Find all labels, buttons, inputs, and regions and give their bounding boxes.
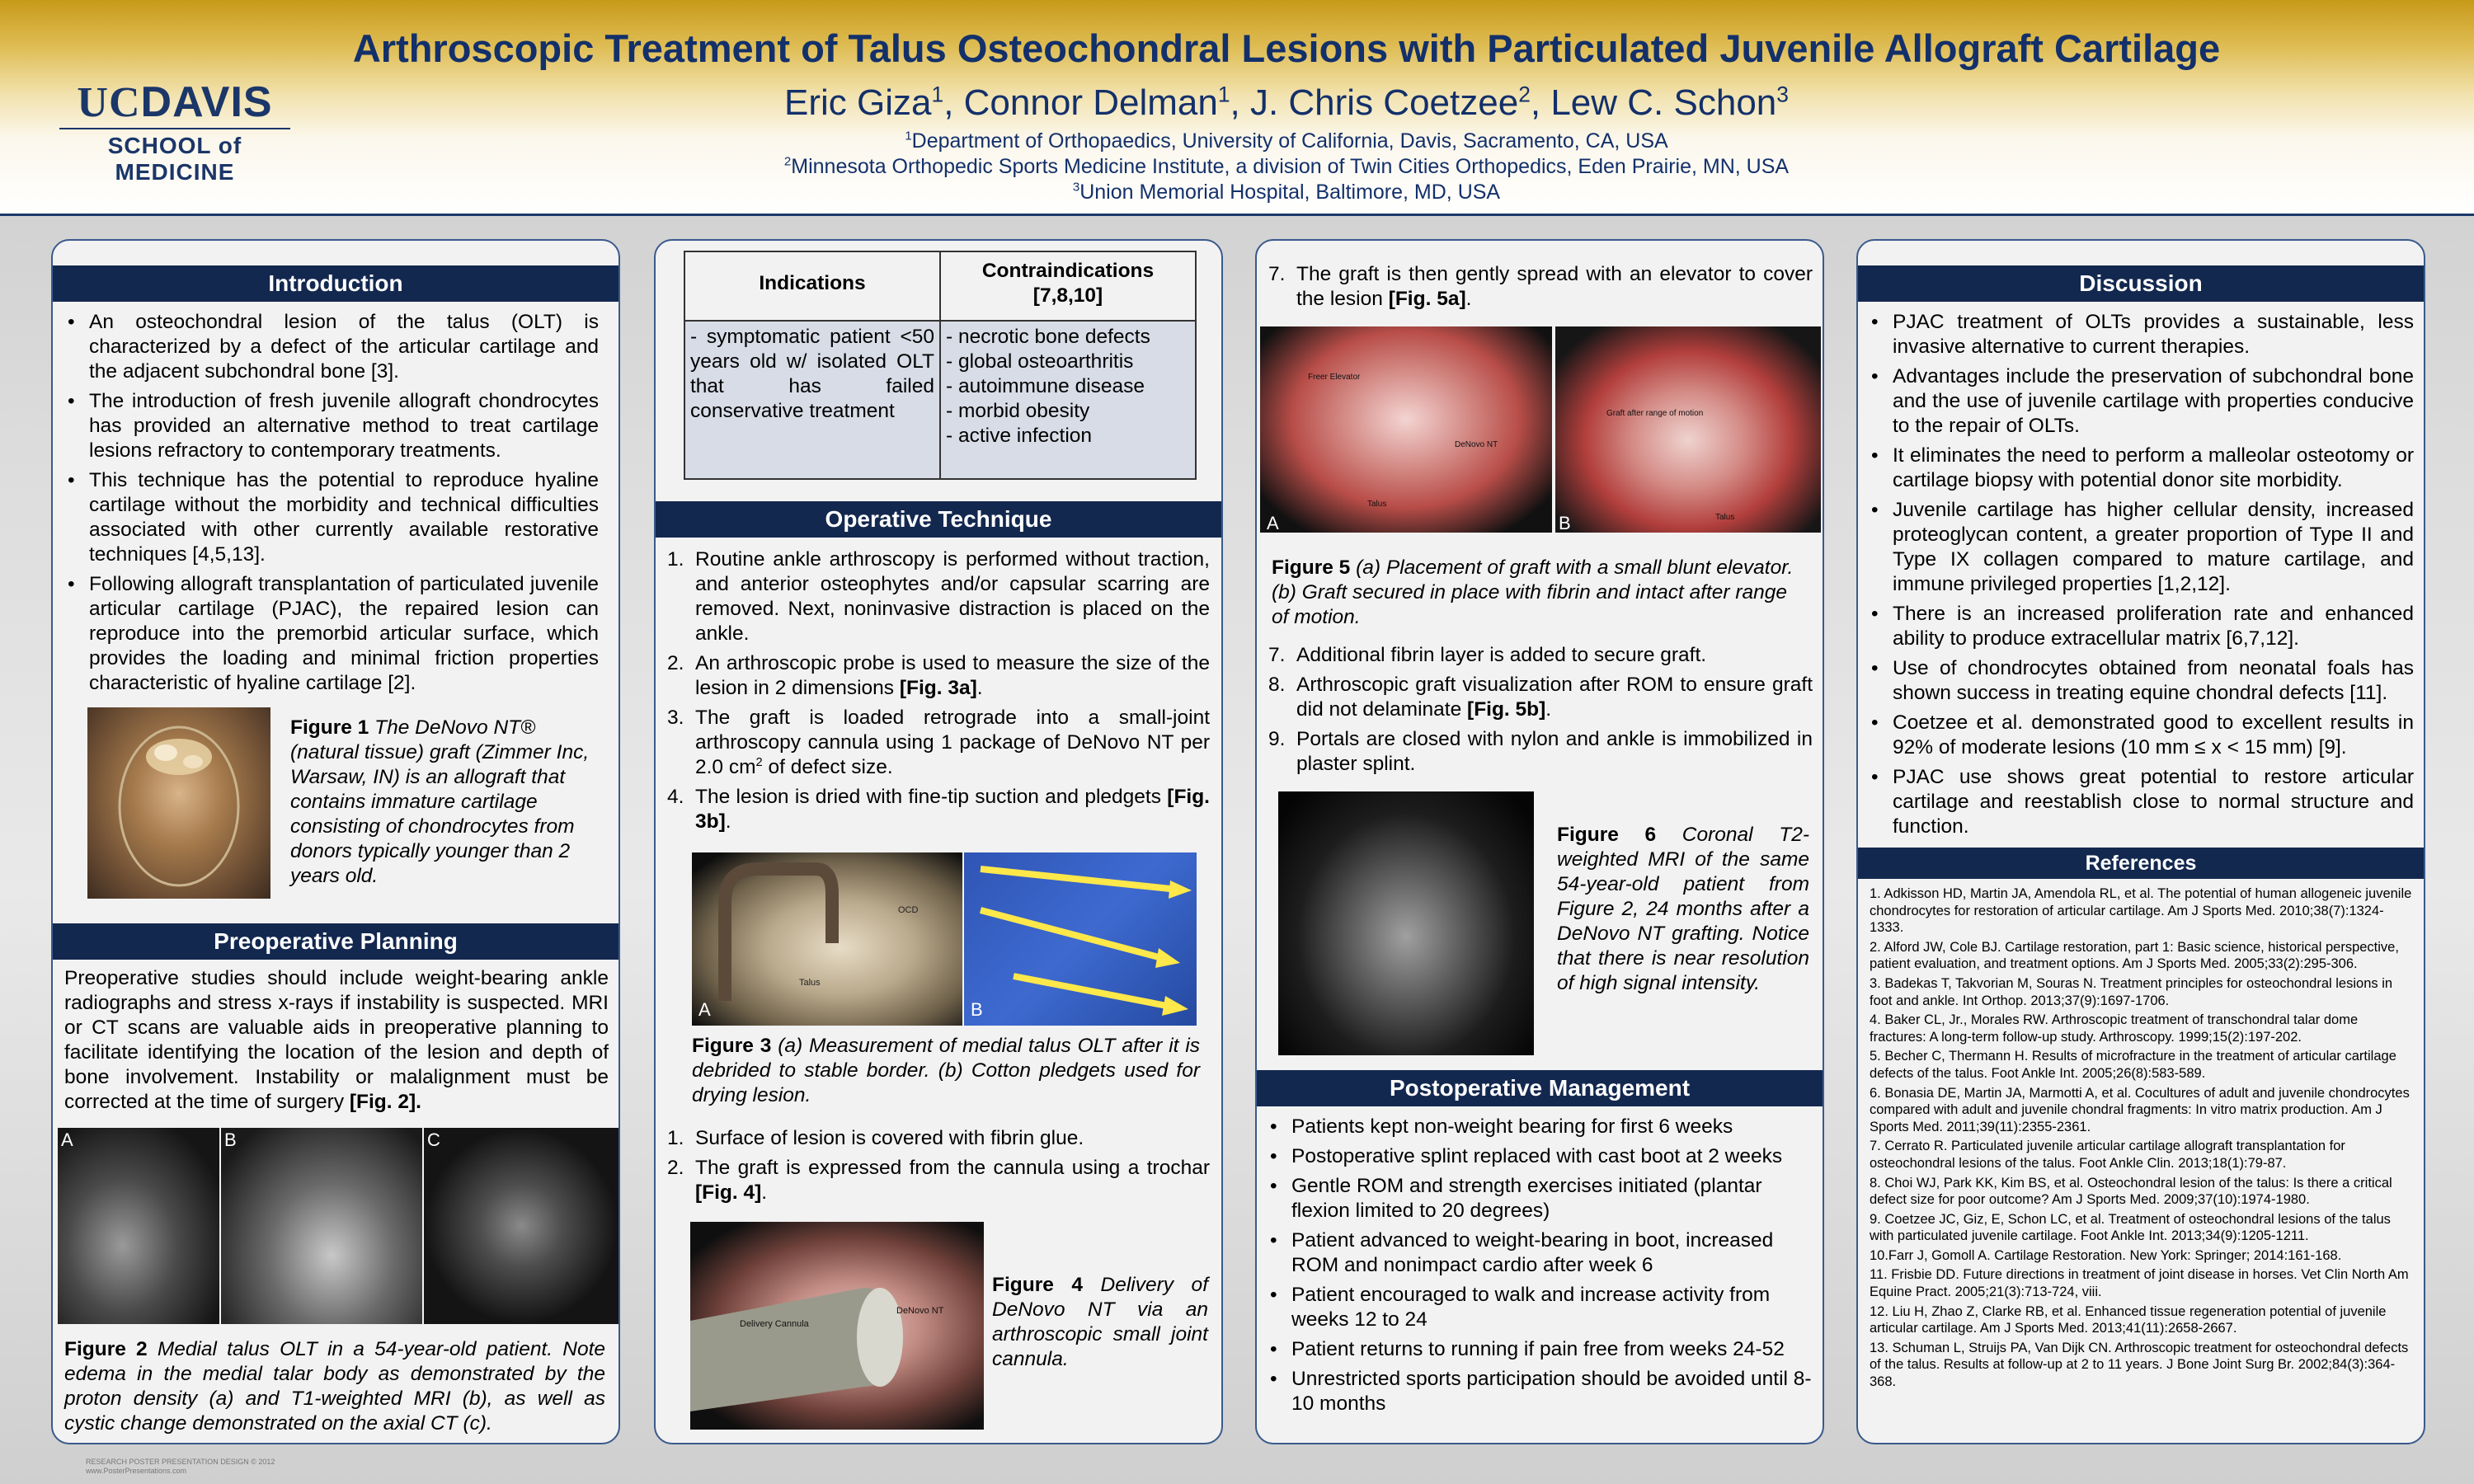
figure-5-graft-label: Graft after range of motion (1606, 409, 1704, 418)
affiliation-line (313, 180, 2260, 205)
column-3-step-list (1265, 643, 1813, 777)
figure-1-caption (290, 716, 597, 889)
author-name: Connor Delman (963, 82, 1218, 123)
figure-3a-image (692, 852, 962, 1026)
reference-item: 5. Becher C, Thermann H. Results of microfracture in the treatment of articular cartilage defects of the talus. Foot Ankle Int. 2005;26(8):583-589. (1870, 1049, 2396, 1081)
postop-body (1265, 1115, 1813, 1421)
step-number: 2. (667, 652, 684, 674)
bullet-item: • This technique has the potential to reproduce hyaline cartilage without the morbidity and technical difficulties associated with other currently available restorative techniques [4,5,13]. (63, 468, 599, 567)
contraindication-item: - necrotic bone defects (946, 326, 1150, 348)
introduction-bullets (63, 310, 599, 696)
figure-3-ocd-label: OCD (898, 905, 919, 915)
logo-school: SCHOOL of MEDICINE (107, 133, 242, 185)
figure-1-image (87, 707, 270, 899)
affiliation-text: Minnesota Orthopedic Sports Medicine Institute, a division of Twin Cities Orthopedics, Eden Prairie, MN, USA (791, 155, 1790, 178)
reference-item: 3. Badekas T, Takvorian M, Souras N. Treatment principles for osteochondral lesions in foot and ankle. Int Orthop. 2013;37(9):1697-1706. (1870, 975, 2393, 1008)
figure-2-caption (64, 1337, 605, 1436)
figure-3-caption (692, 1034, 1200, 1108)
step-number: 1. (667, 1127, 684, 1149)
reference-item: 2. Alford JW, Cole BJ. Cartilage restoration, part 1: Basic science, historical perspective, patient evaluation, and treatment options. Am J Sports Med. 2005;33(2):295-306. (1870, 939, 2399, 972)
figure-2-label: Figure 2 (64, 1338, 148, 1360)
operative-step-list (664, 547, 1210, 834)
step-end: . (761, 1181, 768, 1204)
figure-6-label: Figure 6 (1557, 824, 1657, 846)
figure-5-label: Figure 5 (1272, 556, 1351, 579)
postop-bullets (1265, 1115, 1813, 1416)
affiliation-mark: 3 (1072, 180, 1080, 195)
references-header: References (1858, 848, 2424, 879)
bullet-item: • Postoperative splint replaced with cast boot at 2 weeks (1265, 1144, 1813, 1169)
reference-item: 13. Schuman L, Struijs PA, Van Dijk CN. Arthroscopic treatment for osteochondral defects of the talus. Results at follow-up at 2 to 11 years. J Bone Joint Surg Br. 2002;84(3):364-368. (1870, 1340, 2409, 1390)
introduction-header: Introduction (53, 265, 618, 302)
step-item (664, 547, 1210, 646)
author-name: J. Chris Coetzee (1249, 82, 1519, 123)
step-item (1265, 643, 1813, 668)
preop-header: Preoperative Planning (53, 923, 618, 960)
affiliation-mark: 1 (905, 129, 912, 143)
step-7-list (1265, 262, 1813, 312)
indications-header: Indications (684, 251, 940, 321)
indications-table (684, 251, 1197, 480)
step-item (1265, 673, 1813, 722)
step-end: . (1545, 698, 1552, 721)
step-text: Routine ankle arthroscopy is performed without traction, and anterior osteophytes and/or capsular scarring are removed. Next, noninvasive distraction is placed on the ankle. (695, 548, 1210, 645)
bullet-item: • Use of chondrocytes obtained from neonatal foals has shown success in treating equine chondral defects [11]. (1866, 656, 2414, 706)
author-affiliation-mark: 1 (1217, 82, 1230, 107)
figure-3-talus-label: Talus (799, 978, 821, 988)
figure-6-image (1278, 791, 1534, 1055)
step-number: 7. (1268, 263, 1286, 285)
affiliation-text: Union Memorial Hospital, Baltimore, MD, USA (1079, 181, 1501, 204)
figure-2-panel-c: C (427, 1129, 440, 1150)
figure-1-label: Figure 1 (290, 716, 369, 739)
step-text-tail: of defect size. (762, 756, 893, 778)
step-item (664, 1126, 1210, 1151)
figure-5-panel-a: A (1267, 513, 1279, 533)
logo-davis: DAVIS (140, 78, 273, 126)
step-7: 7. The graft is then gently spread with an elevator to cover the lesion [Fig. 5a]. (1268, 263, 1813, 310)
contraindications-cell (940, 321, 1196, 479)
reference-item: 1. Adkisson HD, Martin JA, Amendola RL, et al. The potential of human allogeneic juvenile chondrocytes for restoration of articular cartilage. Am J Sports Med. 2010;38(7):1324-1333. (1870, 886, 2412, 936)
figure-5-talus-label-a: Talus (1367, 500, 1387, 509)
bullet-item: • Coetzee et al. demonstrated good to excellent results in 92% of moderate lesions (10 mm ≤ x < 15 mm) [9]. (1866, 711, 2414, 760)
bullet-item: • PJAC use shows great potential to restore articular cartilage and reestablish close to normal structure and function. (1866, 765, 2414, 839)
affiliation-text: Department of Orthopaedics, University of California, Davis, Sacramento, CA, USA (911, 129, 1668, 153)
figure-4-caption-text: Delivery of DeNovo NT via an arthroscopic small joint cannula. (992, 1274, 1208, 1370)
step-text: Arthroscopic graft visualization after ROM to ensure graft did not delaminate (1296, 674, 1813, 721)
contraindication-item: - global osteoarthritis (946, 350, 1134, 373)
postop-header: Postoperative Management (1257, 1070, 1823, 1106)
column-1 (51, 239, 620, 1444)
discussion-header: Discussion (1858, 265, 2424, 302)
indications-table-wrap (684, 251, 1197, 480)
reference-item: 6. Bonasia DE, Martin JA, Marmotti A, et al. Cocultures of adult and juvenile chondrocytes compared with adult and juvenile chondral fragments: In vitro matrix production. Am J Sports Med. 2011;39(11):2355-2361. (1870, 1085, 2410, 1134)
figure-2a-image (58, 1128, 219, 1324)
footer-line-1: RESEARCH POSTER PRESENTATION DESIGN © 2012 (86, 1458, 275, 1466)
logo-uc: UC (77, 79, 141, 126)
bullet-item: • PJAC treatment of OLTs provides a sustainable, less invasive alternative to current therapies. (1866, 310, 2414, 359)
author-separator: , (1230, 82, 1250, 123)
affiliation-line (313, 129, 2260, 154)
step-text: The graft is expressed from the cannula using a trochar (695, 1157, 1210, 1179)
preop-fig-ref: [Fig. 2]. (349, 1091, 421, 1113)
figure-4-label: Figure 4 (992, 1274, 1084, 1296)
step-text: The lesion is dried with fine-tip suction and pledgets (695, 786, 1168, 808)
step-item (664, 651, 1210, 701)
figure-2-panel-b: B (224, 1129, 237, 1150)
discussion-body (1866, 310, 2414, 844)
step-text: Surface of lesion is covered with fibrin glue. (695, 1127, 1084, 1149)
figure-5-denovo-label: DeNovo NT (1455, 440, 1498, 449)
bullet-item: • An osteochondral lesion of the talus (OLT) is characterized by a defect of the articular cartilage and the adjacent subchondral bone [3]. (63, 310, 599, 384)
reference-item: 4. Baker CL, Jr., Morales RW. Arthroscopic treatment of transchondral talar dome fractures: A long-term follow-up study. Arthroscopy. 1999;15(2):197-202. (1870, 1012, 2359, 1045)
bullet-item: • It eliminates the need to perform a malleolar osteotomy or cartilage biopsy with potential donor site morbidity. (1866, 444, 2414, 493)
column-3 (1255, 239, 1824, 1444)
bullet-item: • Following allograft transplantation of particulated juvenile articular cartilage (PJAC), the repaired lesion can reproduce into the premorbid articular surface, which provides the loading and minimal friction properties characteristic of hyaline cartilage [2]. (63, 572, 599, 696)
bullet-item: • The introduction of fresh juvenile allograft chondrocytes has provided an alternative method to treat cartilage lesions refractory to contemporary treatments. (63, 389, 599, 463)
reference-item: 8. Choi WJ, Park KK, Kim BS, et al. Osteochondral lesion of the talus: Is there a critical defect size for poor outcome? Am J Sports Med. 2009;37(10):1974-1980. (1870, 1175, 2392, 1208)
figure-3-panel-a: A (698, 999, 711, 1020)
step-text: An arthroscopic probe is used to measure the size of the lesion in 2 dimensions (695, 652, 1210, 699)
affiliation-mark: 2 (783, 154, 792, 169)
author-affiliation-mark: 2 (1518, 82, 1531, 107)
operative-header: Operative Technique (656, 501, 1221, 538)
operative-steps (664, 547, 1210, 839)
reference-item: 9. Coetzee JC, Giz, E, Schon LC, et al. Treatment of osteochondral lesions of the talus with particulated juvenile cartilage. Foot Ankle Int. 2013;34(9):1205-1211. (1870, 1211, 2391, 1244)
step-number: 1. (667, 548, 684, 571)
author-name: Eric Giza (784, 82, 932, 123)
column-3-steps (1265, 643, 1813, 782)
ucdavis-logo (51, 79, 299, 186)
figure-2b-image (221, 1128, 422, 1324)
step-fig-ref: [Fig. 3b] (695, 786, 1210, 833)
step-text: Portals are closed with nylon and ankle is immobilized in plaster splint. (1296, 728, 1813, 775)
step-end: . (976, 677, 983, 699)
figure-5a-image (1260, 326, 1552, 533)
step-fig-ref: [Fig. 5b] (1467, 698, 1546, 721)
step-number: 3. (667, 707, 684, 729)
author-list (313, 77, 2260, 129)
reference-item: 12. Liu H, Zhao Z, Clarke RB, et al. Enhanced tissue regeneration potential of juvenile articular cartilage. Am J Sports Med. 2013;41(11):2658-2667. (1870, 1303, 2387, 1336)
affiliation-line (313, 154, 2260, 180)
title-block (313, 23, 2260, 205)
figure-4-denovo-label: DeNovo NT (896, 1306, 944, 1316)
figure-2-caption-text: Medial talus OLT in a 54-year-old patient. Note edema in the medial talar body as demonstrated by the proton density (a) and T1-weighted MRI (b), as well as cystic change demonstrated on the axial CT (c). (64, 1338, 606, 1435)
introduction-body (63, 310, 599, 701)
figure-3-caption-text: (a) Measurement of medial talus OLT after it is debrided to stable border. (b) Cotton pledgets used for drying lesion. (692, 1035, 1201, 1106)
preop-body (64, 966, 609, 1115)
bullet-item: • Unrestricted sports participation should be avoided until 8-10 months (1265, 1367, 1813, 1416)
author-name: Lew C. Schon (1550, 82, 1777, 123)
step-number: 8. (1268, 674, 1286, 696)
step-number: 7. (1268, 644, 1286, 666)
discussion-bullets (1866, 310, 2414, 839)
author-affiliation-mark: 1 (931, 82, 944, 107)
indications-cell: - symptomatic patient <50 years old w/ isolated OLT that has failed conservative treatment (684, 321, 940, 479)
bullet-item: • Patient returns to running if pain free from weeks 24-52 (1265, 1337, 1813, 1362)
author-affiliation-mark: 3 (1776, 82, 1789, 107)
author-separator: , (1530, 82, 1551, 123)
step-number: 2. (667, 1157, 684, 1179)
step-number: 4. (667, 786, 684, 808)
contraindication-item: - morbid obesity (946, 400, 1090, 422)
cannula-illustration (690, 1222, 984, 1430)
reference-item: 7. Cerrato R. Particulated juvenile articular cartilage allograft transplantation for osteochondral lesions of the talus. Foot Ankle Clin. 2013;18(1):79-87. (1870, 1139, 2345, 1171)
step-number: 9. (1268, 728, 1286, 750)
column-3-step-7 (1265, 262, 1813, 317)
figure-2-panel-a: A (61, 1129, 73, 1150)
step-fig-ref: [Fig. 3a] (899, 677, 977, 699)
reference-item: 11. Frisbie DD. Future directions in treatment of joint disease in horses. Vet Clin North Am Equine Pract. 2005;21(3):713-724, viii. (1870, 1267, 2409, 1300)
author-separator: , (943, 82, 964, 123)
figure-5-caption-text: (a) Placement of graft with a small blunt elevator. (b) Graft secured in place with fibrin and intact after range of motion. (1272, 556, 1794, 628)
column-4 (1856, 239, 2425, 1444)
step-text: The graft is loaded retrograde into a small-joint arthroscopy cannula using 1 package of DeNovo NT per 2.0 cm (695, 707, 1210, 778)
preop-text: Preoperative studies should include weight-bearing ankle radiographs and stress x-rays if instability is suspected. MRI or CT scans are valuable aids in preoperative planning to facilitate identifying the location of the lesion and depth of bone involvement. Instability or malalignment must be corrected at the time of surgery (64, 967, 609, 1113)
probe-illustration (692, 852, 962, 1026)
figure-3-label: Figure 3 (692, 1035, 772, 1057)
figure-5-panel-b: B (1559, 513, 1571, 533)
references-list (1870, 885, 2412, 1393)
figure-5-elevator-label: Freer Elevator (1308, 373, 1361, 382)
step-end: . (725, 810, 731, 833)
step-fig-ref: [Fig. 4] (695, 1181, 762, 1204)
figure-4-cannula-label: Delivery Cannula (740, 1319, 809, 1329)
bullet-item: • Patients kept non-weight bearing for first 6 weeks (1265, 1115, 1813, 1139)
figure-6-caption-text: Coronal T2-weighted MRI of the same 54-year-old patient from Figure 2, 24 months after a DeNovo NT grafting. Notice that there is near resolution of high signal intensity. (1557, 824, 1809, 994)
poster-header (0, 0, 2474, 216)
step-item (664, 1156, 1210, 1205)
figure-6-caption (1557, 823, 1809, 996)
bullet-item: • Juvenile cartilage has higher cellular density, increased proteoglycan content, a greater proportion of Type II and Type IX collagen compared to mature cartilage, and immune privileged properties [1,2,12]. (1866, 498, 2414, 597)
operative-step-list-2 (664, 1126, 1210, 1205)
step-text: Additional fibrin layer is added to secure graft. (1296, 644, 1707, 666)
step-superscript: 2 (755, 755, 763, 769)
contraindication-item: - active infection (946, 425, 1093, 447)
figure-5-caption (1272, 556, 1808, 630)
figure-5-talus-label-b: Talus (1715, 513, 1735, 522)
figure-1-caption-text: The DeNovo NT® (natural tissue) graft (Zimmer Inc, Warsaw, IN) is an allograft that contains immature cartilage consisting of chondrocytes from donors typically younger than 2 years old. (290, 716, 590, 887)
figure-4-caption (992, 1273, 1208, 1372)
step-item (664, 706, 1210, 780)
bullet-item: • Advantages include the preservation of subchondral bone and the use of juvenile cartilage with properties conducive to the repair of OLTs. (1866, 364, 2414, 439)
pledget-arrows (964, 852, 1197, 1026)
contraindication-item: - autoimmune disease (946, 375, 1145, 397)
operative-steps-2 (664, 1126, 1210, 1210)
bullet-item: • There is an increased proliferation rate and enhanced ability to produce extracellular matrix [6,7,12]. (1866, 602, 2414, 651)
affiliations (313, 129, 2260, 205)
figure-4-image (690, 1222, 984, 1430)
logo-rule (59, 128, 290, 129)
bullet-item: • Patient advanced to weight-bearing in boot, increased ROM and nonimpact cardio after week 6 (1265, 1228, 1813, 1278)
step-item (1265, 727, 1813, 777)
footer-line-2: www.PosterPresentations.com (86, 1467, 187, 1475)
figure-2c-image (424, 1128, 618, 1324)
step-text: The graft is then gently spread with an elevator to cover the lesion (1296, 263, 1813, 310)
step-fig-ref: [Fig. 5a] (1388, 288, 1466, 310)
footer-note (86, 1458, 275, 1476)
figure-5b-image (1555, 326, 1821, 533)
contraindications-header: Contraindications [7,8,10] (940, 251, 1196, 321)
figure-3b-image (964, 852, 1197, 1026)
figure-3-panel-b: B (971, 999, 983, 1020)
reference-item: 10.Farr J, Gomoll A. Cartilage Restoration. New York: Springer; 2014:161-168. (1870, 1247, 2342, 1263)
poster-title: Arthroscopic Treatment of Talus Osteochondral Lesions with Particulated Juvenile Allograft Cartilage (352, 26, 2221, 70)
column-2 (654, 239, 1223, 1444)
bullet-item: • Gentle ROM and strength exercises initiated (plantar flexion limited to 20 degrees) (1265, 1174, 1813, 1223)
step-item (664, 785, 1210, 834)
denovo-graft-illustration (87, 707, 270, 899)
bullet-item: • Patient encouraged to walk and increase activity from weeks 12 to 24 (1265, 1283, 1813, 1332)
